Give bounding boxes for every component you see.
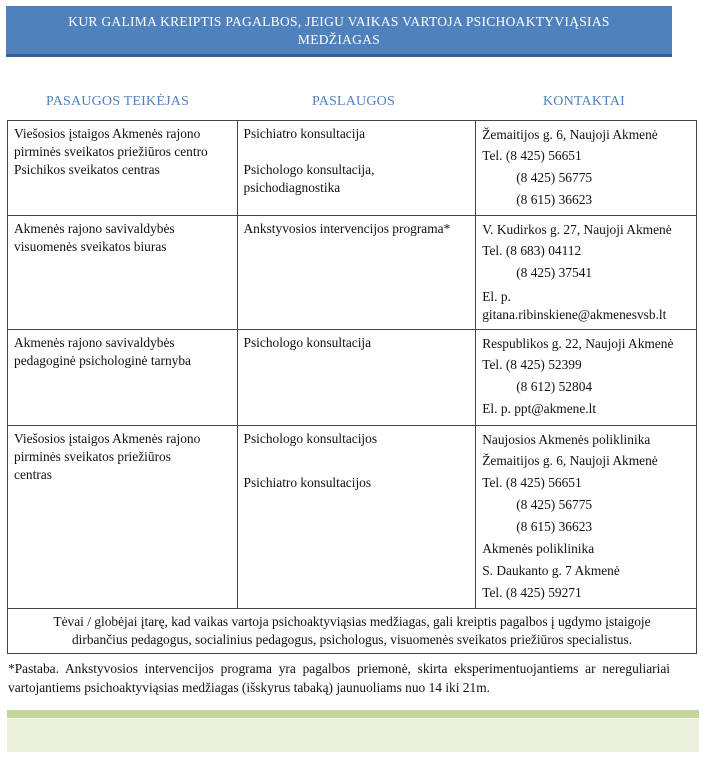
title-line-2: MEDŽIAGAS [297, 32, 381, 47]
contact-line: Respublikos g. 22, Naujoji Akmenė [482, 336, 674, 351]
service-line: Psichologo konsultacija [243, 335, 372, 350]
contacts-cell [476, 330, 697, 426]
contact-line: Naujosios Akmenės poliklinika [482, 432, 651, 447]
note-line: dirbančius pedagogus, socialinius pedagogus, psichologus, visuomenės sveikatos priežiūros specialistus. [71, 632, 633, 647]
email-link[interactable]: El. p. ppt@akmene.lt [482, 401, 597, 416]
table-row [8, 426, 697, 609]
service-line: Ankstyvosios intervencijos programa* [243, 221, 451, 236]
contact-line: El. p. [482, 289, 511, 304]
header-services: PASLAUGOS [312, 94, 395, 109]
provider-line: Akmenės rajono savivaldybės [14, 221, 175, 236]
note-line: Tėvai / globėjai įtarę, kad vaikas vartoja psichoaktyviąsias medžiagas, gali kreiptis pagalbos į ugdymo įstaigoje [53, 614, 651, 629]
services-cell [237, 121, 476, 216]
email-link[interactable]: gitana.ribinskiene@akmenesvsb.lt [482, 307, 667, 322]
contact-line: (8 425) 56775 [516, 497, 593, 512]
title-line-1: KUR GALIMA KREIPTIS PAGALBOS, JEIGU VAIKAS VARTOJA PSICHOAKTYVIĄSIAS [68, 14, 610, 29]
services-table [7, 120, 697, 654]
contact-line: V. Kudirkos g. 27, Naujoji Akmenė [482, 222, 672, 237]
provider-cell [8, 330, 238, 426]
provider-line: pirminės sveikatos priežiūros [14, 449, 171, 464]
note-row [8, 609, 697, 654]
provider-line: pirminės sveikatos priežiūros centro [14, 144, 208, 159]
provider-line: centras [14, 467, 52, 482]
column-headers [0, 94, 709, 114]
table-row [8, 121, 697, 216]
contact-line: (8 615) 36623 [516, 519, 593, 534]
services-cell [237, 216, 476, 330]
contacts-cell [476, 121, 697, 216]
service-line: psichodiagnostika [243, 180, 341, 195]
provider-line: Viešosios įstaigos Akmenės rajono [14, 126, 201, 141]
provider-line: visuomenės sveikatos biuras [14, 239, 167, 254]
contact-line: Žemaitijos g. 6, Naujoji Akmenė [482, 453, 658, 468]
contact-line: (8 425) 37541 [516, 265, 593, 280]
footer-bar-light [7, 719, 699, 752]
contacts-cell [476, 216, 697, 330]
service-line: Psichologo konsultacija, [243, 162, 375, 177]
contact-line: Tel. (8 425) 59271 [482, 585, 582, 600]
contact-line: Tel. (8 425) 56651 [482, 148, 582, 163]
contact-line: (8 425) 56775 [516, 170, 593, 185]
contact-line: Tel. (8 683) 04112 [482, 243, 582, 258]
contact-line: (8 615) 36623 [516, 192, 593, 207]
provider-line: Akmenės rajono savivaldybės [14, 335, 175, 350]
services-cell [237, 426, 476, 609]
service-line: Psichiatro konsultacija [243, 126, 366, 141]
provider-cell [8, 121, 238, 216]
table-row [8, 216, 697, 330]
services-cell [237, 330, 476, 426]
title-banner [6, 6, 672, 57]
provider-cell [8, 426, 238, 609]
contact-line: (8 612) 52804 [516, 379, 593, 394]
contact-line: Žemaitijos g. 6, Naujoji Akmenė [482, 127, 658, 142]
provider-line: Viešosios įstaigos Akmenės rajono [14, 431, 201, 446]
service-line: Psichiatro konsultacijos [243, 475, 372, 490]
contact-line: Tel. (8 425) 52399 [482, 357, 582, 372]
footnote: *Pastaba. Ankstyvosios intervencijos programa yra pagalbos priemonė, skirta eksperimentuojantiems ar nereguliariai vartojantiems psichoaktyviąsias medžiagas (išskyrus tabaką) jaunuoliams nuo 14 iki 21m. [8, 661, 670, 695]
header-provider: PASAUGOS TEIKĖJAS [46, 94, 190, 109]
parent-note [8, 609, 697, 654]
contact-line: Akmenės poliklinika [482, 541, 595, 556]
footer-bar-dark [7, 710, 699, 718]
provider-cell [8, 216, 238, 330]
provider-line: Psichikos sveikatos centras [14, 162, 160, 177]
contact-line: S. Daukanto g. 7 Akmenė [482, 563, 620, 578]
contact-line: Tel. (8 425) 56651 [482, 475, 582, 490]
contacts-cell [476, 426, 697, 609]
service-line: Psichologo konsultacijos [243, 431, 378, 446]
table-row [8, 330, 697, 426]
provider-line: pedagoginė psichologinė tarnyba [14, 353, 192, 368]
header-contacts: KONTAKTAI [543, 94, 625, 109]
